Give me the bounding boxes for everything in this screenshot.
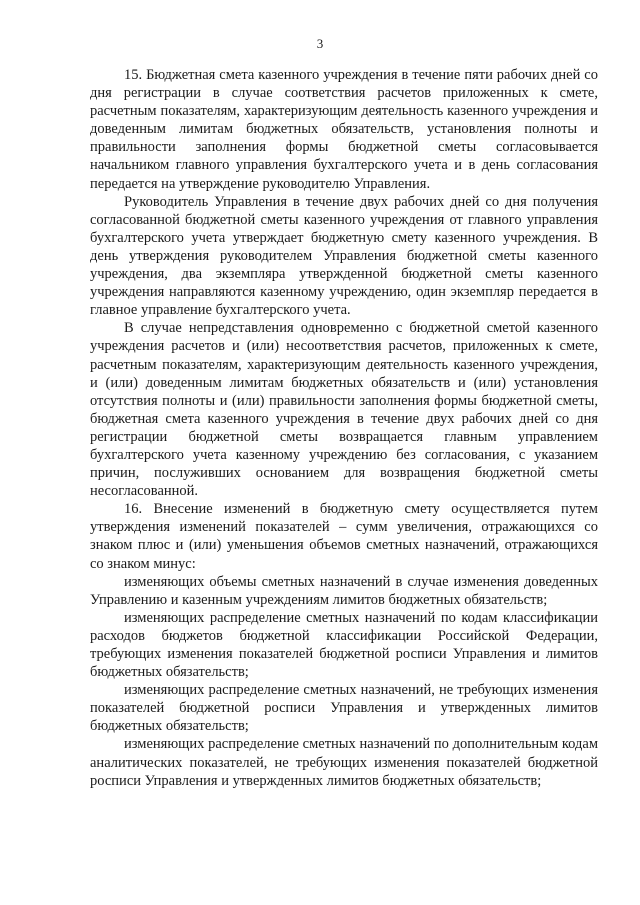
paragraph-16: 16. Внесение изменений в бюджетную смету осуществляется путем утверждения изменений показателей – сумм увеличения, отражающихся со знаком плюс и (или) уменьшения объемов сметных назначений, отражающихся со знаком минус: xyxy=(90,501,598,572)
paragraph-15: 15. Бюджетная смета казенного учреждения в течение пяти рабочих дней со дня регистрации в случае соответствия расчетов приложенных к смете, расчетным показателям, характеризующим деятельность казенного учреждения и доведенным лимитам бюджетных обязательств, установления полноты и правильности заполнения формы бюджетной сметы согласовывается начальником главного управления бухгалтерского учета и в день согласования передается на утверждение руководителю Управления. xyxy=(90,67,598,192)
list-item-volume-change: изменяющих объемы сметных назначений в случае изменения доведенных Управлению и казенным учреждениям лимитов бюджетных обязательств; xyxy=(90,573,598,608)
list-item-distribution-no-change: изменяющих распределение сметных назначений, не требующих изменения показателей бюджетной росписи Управления и утвержденных лимитов бюджетных обязательств; xyxy=(90,682,598,735)
list-item-classification-change: изменяющих распределение сметных назначений по кодам классификации расходов бюджетов бюджетной классификации Российской Федерации, требующих изменения показателей бюджетной росписи Управления и лимитов бюджетных обязательств; xyxy=(90,609,598,681)
paragraph-approval: Руководитель Управления в течение двух рабочих дней со дня получения согласованной бюджетной сметы казенного учреждения от главного управления бухгалтерского учета утверждает бюджетную смету казенного учреждения. В день утверждения руководителем Управления бюджетной сметы казенного учреждения, два экземпляра утвержденной бюджетной сметы казенного учреждения направляются казенному учреждению, один экземпляр передается в главное управление бухгалтерского учета. xyxy=(90,193,598,319)
page-number: 3 xyxy=(316,36,324,51)
paragraph-return: В случае непредставления одновременно с бюджетной сметой казенного учреждения расчетов и (или) несоответствия расчетов, приложенных к смете, расчетным показателям, характеризующим деятельность казенного учреждения, и (или) доведенным лимитам бюджетных обязательств и (или) установления отсутствия полноты и (или) правильности заполнения формы бюджетной сметы, бюджетная смета казенного учреждения в течение двух рабочих дней со дня регистрации бюджетной сметы возвращается главным управлением бухгалтерского учета казенному учреждению без согласования, с указанием причин, послуживших основанием для возвращения бюджетной сметы несогласованной. xyxy=(90,320,598,500)
document-body xyxy=(90,66,598,790)
list-item-analytic-codes: изменяющих распределение сметных назначений по дополнительным кодам аналитических показателей, не требующих изменения показателей бюджетной росписи Управления и утвержденных лимитов бюджетных обязательств; xyxy=(90,736,598,789)
